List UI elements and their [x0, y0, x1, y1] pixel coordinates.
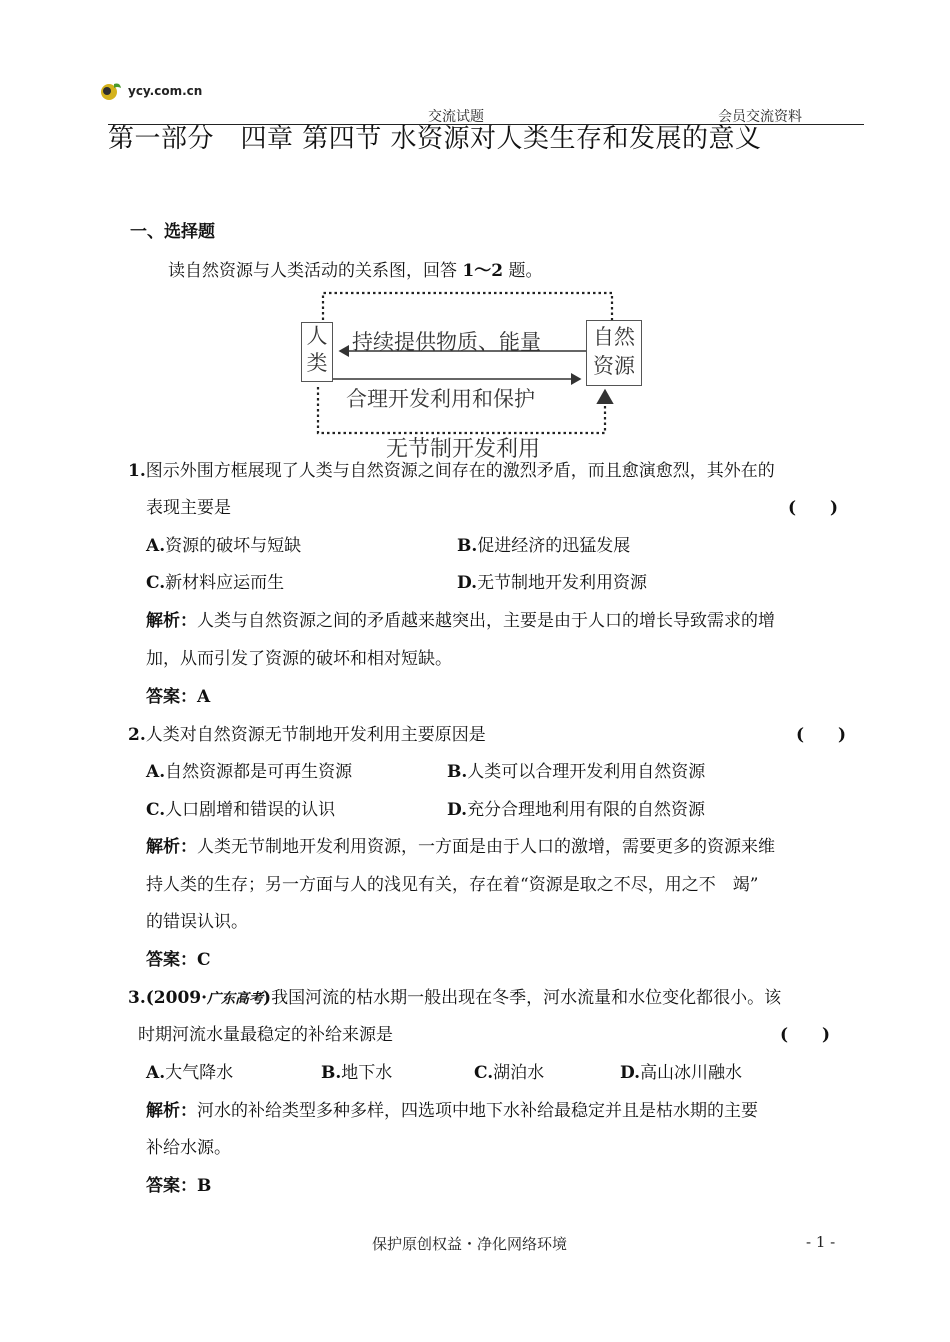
- bottom-arrow-label: 合理开发利用和保护: [346, 387, 535, 411]
- question-3-stem: 3.(2009·广东高考)我国河流的枯水期一般出现在冬季，河水流量和水位变化都很小。该: [128, 988, 782, 1008]
- question-1-analysis: 解析：人类与自然资源之间的矛盾越来越突出，主要是由于人口的增长导致需求的增: [146, 611, 775, 631]
- question-3-analysis: 解析：河水的补给类型多种多样，四选项中地下水补给最稳定并且是枯水期的主要: [146, 1101, 758, 1121]
- question-3-analysis-line2: 补给水源。: [146, 1138, 231, 1158]
- question-1-answer: 答案：A: [146, 687, 211, 707]
- footer-slogan: 保护原创权益・净化网络环境: [372, 1235, 568, 1253]
- question-1-option-b: B.促进经济的迅猛发展: [457, 536, 631, 556]
- top-arrow-label: 持续提供物质、能量: [352, 330, 541, 354]
- question-2-analysis-line3: 的错误认识。: [146, 912, 248, 932]
- logo-text: ycy.com.cn: [128, 84, 203, 98]
- question-2-option-d: D.充分合理地利用有限的自然资源: [447, 800, 706, 820]
- question-1-option-a: A.资源的破坏与短缺: [146, 536, 302, 556]
- header-right-label: 会员交流资料: [718, 109, 802, 125]
- question-3-option-a: A.大气降水: [146, 1063, 234, 1083]
- question-2-bracket: ( ): [796, 725, 847, 745]
- logo-mark-icon: [98, 80, 122, 102]
- outer-loop-label: 无节制开发利用: [386, 437, 541, 462]
- question-2-answer: 答案：C: [146, 950, 211, 970]
- humans-box: 人 类: [301, 322, 333, 382]
- question-1-analysis-line2: 加，从而引发了资源的破坏和相对短缺。: [146, 649, 452, 669]
- page-title: 第一部分 四章 第四节 水资源对人类生存和发展的意义: [108, 124, 762, 154]
- question-2-option-c: C.人口剧增和错误的认识: [146, 800, 336, 820]
- question-1-bracket: ( ): [788, 498, 839, 518]
- question-3-option-b: B.地下水: [321, 1063, 393, 1083]
- natural-resources-box: 自然 资源: [586, 320, 642, 386]
- question-1-option-d: D.无节制地开发利用资源: [457, 573, 648, 593]
- section-heading: 一、选择题: [130, 222, 215, 242]
- intro-text: 读自然资源与人类活动的关系图，回答 1～2 题。: [168, 261, 543, 281]
- header-left-label: 交流试题: [428, 109, 484, 125]
- question-3-answer: 答案：B: [146, 1176, 212, 1196]
- question-2-option-b: B.人类可以合理开发利用自然资源: [447, 762, 706, 782]
- question-2-analysis: 解析：人类无节制地开发利用资源，一方面是由于人口的激增，需要更多的资源来维: [146, 837, 775, 857]
- question-2-analysis-line2: 持人类的生存；另一方面与人的浅见有关，存在着“资源是取之不尽，用之不 竭”: [146, 875, 759, 895]
- question-3-stem-line2: 时期河流水量最稳定的补给来源是: [138, 1025, 393, 1045]
- question-1-stem: 1.图示外围方框展现了人类与自然资源之间存在的激烈矛盾，而且愈演愈烈，其外在的: [128, 461, 775, 481]
- question-1-option-c: C.新材料应运而生: [146, 573, 285, 593]
- question-3-bracket: ( ): [780, 1025, 831, 1045]
- question-3-option-d: D.高山冰川融水: [620, 1063, 743, 1083]
- question-3-option-c: C.湖泊水: [474, 1063, 545, 1083]
- page-number: - 1 -: [806, 1233, 836, 1251]
- question-1-stem-line2: 表现主要是: [146, 498, 231, 518]
- question-2-stem: 2.人类对自然资源无节制地开发利用主要原因是: [128, 725, 486, 745]
- site-logo: [98, 80, 202, 102]
- question-2-option-a: A.自然资源都是可再生资源: [146, 762, 353, 782]
